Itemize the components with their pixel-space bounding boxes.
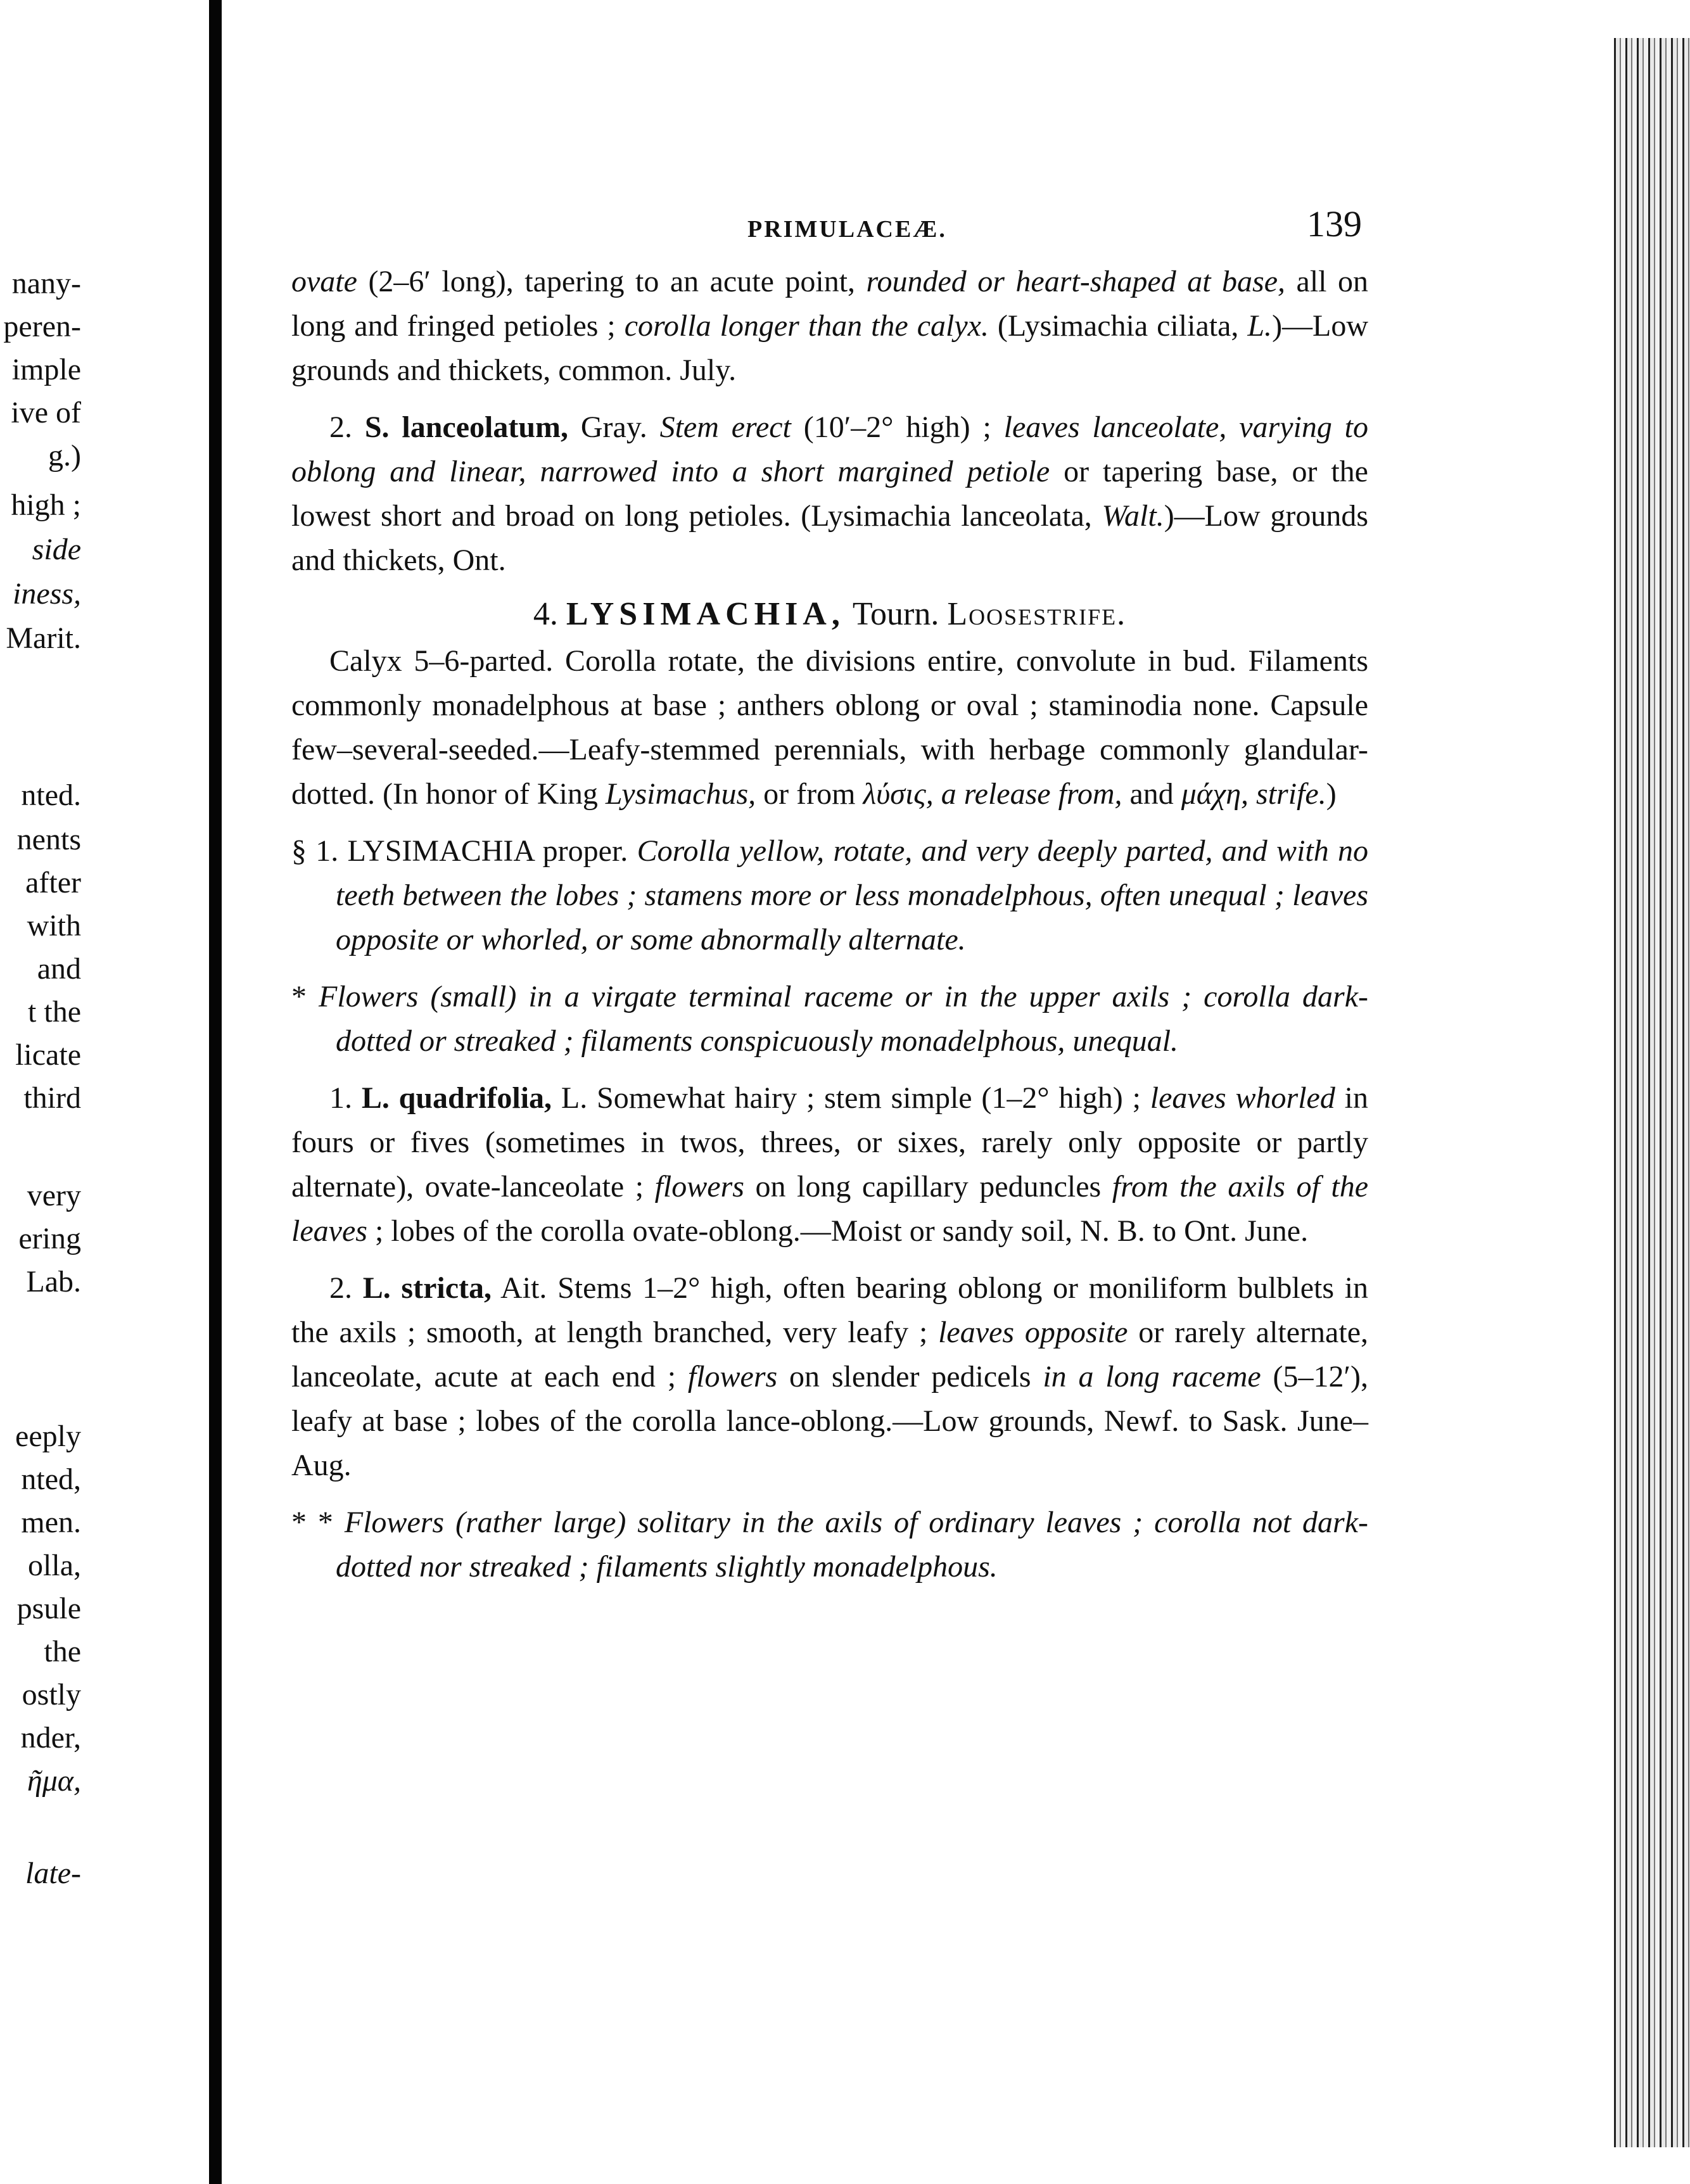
species-number: 2. [329,410,365,444]
left-page-fragment: nents [16,823,81,856]
left-page-fragment: t the [28,995,81,1029]
text-span: leaves whorled [1150,1081,1335,1115]
species-s-lanceolatum [291,405,1368,583]
text-span: Calyx 5–6-parted. Corolla rotate, the divisions entire, convolute in bud. Filaments commonly monadelphous at base ; anthers oblong or oval ; staminodia none. Capsule few–several-seeded.—Leafy-stemmed perennials, with herbage commonly glandular-dotted. (In honor of King [291,644,1368,811]
text-span: or tapering base, or the lowest short and broad on long petioles. (Lysimachia lanceolata, [291,455,1368,533]
asterism: * [291,980,319,1013]
running-head: PRIMULACEÆ. [747,216,947,243]
subsection-single-star [291,975,1368,1063]
genus-heading [291,595,1368,633]
text-span: Lysimachus, [605,777,756,811]
text-span: λύσις, a release from, [863,777,1122,811]
text-span: Stems 1–2° high, often bearing oblong or moniliform bulblets in the axils ; smooth, at length branched, very leafy ; [291,1271,1369,1349]
text-span: ovate [291,265,357,298]
genus-description [291,639,1368,816]
species-l-stricta [291,1266,1368,1488]
left-page-fragment: the [44,1635,81,1668]
left-page-fragment: nted. [21,778,81,812]
text-span: (Lysimachia ciliata, [988,309,1248,343]
text-span: μάχη, strife. [1181,777,1326,811]
text-span: Flowers (rather large) solitary in the axils of ordinary leaves ; corolla not dark-dotted nor streaked ; filaments slightly monadelphous. [336,1506,1369,1584]
section-title: § 1. LYSIMACHIA [291,834,534,868]
left-page-fragment: high ; [11,488,81,522]
left-page-fragment: eeply [15,1419,81,1453]
left-page-fragment: Lab. [26,1265,81,1298]
left-page-fragment: olla, [28,1549,81,1582]
text-span: )—Low grounds and thickets, Ont. [291,499,1368,577]
text-span: (5–12′), leafy at base ; lobes of the corolla lance-oblong.—Low grounds, Newf. to Sask. June–Aug. [291,1360,1368,1482]
book-spine [209,0,222,2184]
genus-number: 4. [533,596,566,632]
left-page-fragment: men. [21,1506,81,1539]
text-span: on slender pedicels [777,1360,1043,1394]
text-span: in a long raceme [1043,1360,1261,1394]
text-span: on long capillary peduncles [744,1170,1112,1203]
page-header [291,190,1368,260]
left-page-fragment: peren- [3,310,81,343]
text-span: (10′–2° high) ; [791,410,1004,444]
left-page-fragment: g.) [48,439,81,473]
asterism: * * [291,1506,345,1539]
species-name: L. quadrifolia, [361,1081,552,1115]
species-l-quadrifolia [291,1076,1368,1254]
genus-authority: Tourn. [844,596,948,632]
text-span: ) [1326,777,1337,811]
left-page-fragment: third [23,1081,81,1115]
page-number: 139 [1307,203,1362,244]
species-name: L. stricta, [362,1271,492,1305]
text-span: and [1122,777,1181,811]
left-page-fragment: nder, [20,1721,81,1755]
species-name: S. lanceolatum, [364,410,569,444]
left-page-fragment: licate [15,1038,81,1072]
left-page-fragment: ive of [11,396,81,429]
left-page-fragment: Marit. [6,621,81,655]
text-span: Somewhat hairy ; stem simple (1–2° high) ; [597,1081,1150,1115]
text-span: Walt. [1102,499,1164,533]
book-page [291,190,1368,1589]
text-span: )—Low grounds and thickets, common. July. [291,309,1369,387]
text-span: leaves lanceolate, varying to oblong and linear, narrowed into a short margined petiole [291,410,1369,488]
left-page-fragment: side [32,533,81,566]
left-page-fragment: psule [16,1592,81,1625]
text-span: from the axils of the leaves [291,1170,1369,1248]
species-authority: Ait. [492,1271,558,1305]
left-page-fragment: ering [18,1222,81,1255]
text-span: leaves opposite [938,1316,1128,1349]
left-page-fragment: iness, [13,577,81,611]
text-span: (2–6′ long), tapering to an acute point, [357,265,867,298]
text-span: Corolla yellow, rotate, and very deeply parted, and with no teeth between the lobes ; stamens more or less monadelphous, often unequal ; leaves opposite or whorled, or some abnormally alternate. [336,834,1369,956]
species-number: 1. [329,1081,362,1115]
text-span: or from [756,777,863,811]
left-page-fragment: imple [11,353,81,386]
text-span: proper. [533,834,637,868]
text-span: corolla longer than the calyx. [624,309,989,343]
text-span: Stem erect [659,410,791,444]
text-span: rounded or heart-shaped at base, [866,265,1286,298]
text-span: flowers [687,1360,778,1394]
page-edges [1614,38,1690,2147]
text-span: in fours or fives (sometimes in twos, threes, or sixes, rarely only opposite or partly alternate), ovate-lanceolate ; [291,1081,1369,1203]
subsection-double-star [291,1501,1368,1589]
left-page-fragment: with [27,909,81,943]
genus-name: LYSIMACHIA, [566,596,845,632]
left-page-fragment: nted, [21,1463,81,1496]
left-page-fragment: very [27,1179,81,1212]
paragraph-ciliatum-continued [291,260,1368,393]
text-span: or rarely alternate, lanceolate, acute at each end ; [291,1316,1369,1394]
left-page-fragment: late- [25,1857,81,1890]
species-authority: Gray. [568,410,660,444]
left-page-fragment: after [25,866,81,899]
section-heading [291,829,1368,962]
text-span: ; lobes of the corolla ovate-oblong.—Moist or sandy soil, N. B. to Ont. June. [367,1214,1309,1248]
text-span: L. [1247,309,1273,343]
text-span: Flowers (small) in a virgate terminal raceme or in the upper axils ; corolla dark-dotted or streaked ; filaments conspicuously monadelphous, unequal. [319,980,1369,1058]
genus-common-name: Loosestrife. [947,596,1127,632]
text-span: all on long and fringed petioles ; [291,265,1368,343]
text-span: flowers [654,1170,744,1203]
species-number: 2. [329,1271,363,1305]
species-authority: L. [552,1081,597,1115]
left-page-fragment: and [37,952,81,986]
left-page-fragment: ῆμα, [27,1764,81,1798]
left-page-fragment: nany- [11,267,81,300]
left-page-fragment: ostly [22,1678,81,1711]
